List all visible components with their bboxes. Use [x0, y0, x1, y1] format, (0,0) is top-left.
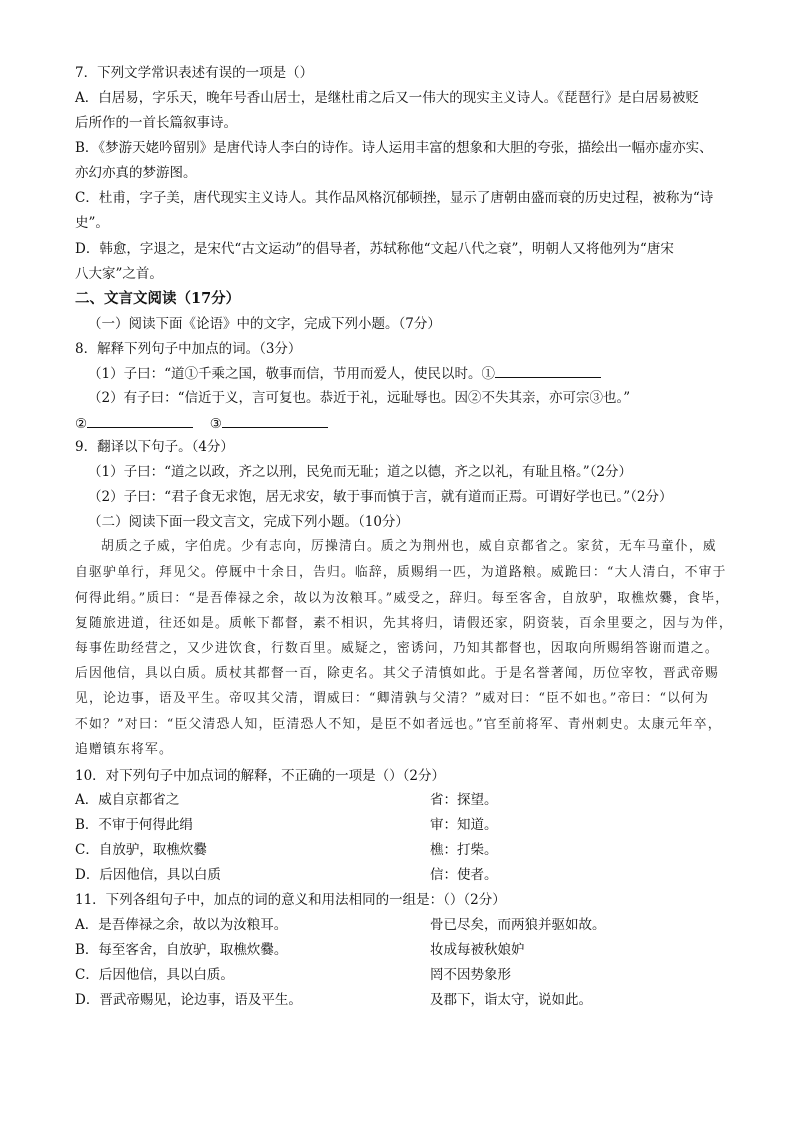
passage-line: 复随旅进道，往还如是。质帐下都督，素不相识，先其将归，请假还家，阴资装，百余里要之，因与为伴，	[75, 616, 733, 631]
q11-option-d-pair: 及郡下，诣太守，说如此。	[430, 992, 592, 1008]
q10-option-b-explanation: 审：知道。	[430, 817, 498, 833]
q10-option-b-sentence: B．不审于何得此绢	[75, 817, 193, 833]
q8-blanks-row	[75, 414, 734, 433]
answer-blank-3[interactable]	[222, 414, 328, 428]
q11-option-b	[75, 941, 734, 959]
answer-blank-1[interactable]	[495, 364, 601, 378]
q11-option-d	[75, 991, 734, 1009]
q11-option-b-pair: 妆成每被秋娘妒	[430, 942, 525, 958]
q8-item-1	[88, 364, 734, 383]
passage-line: 胡质之子威，字伯虎。少有志向，厉操清白。质之为荆州也，威自京都省之。家贫，无车马童仆，威	[101, 539, 717, 554]
q10-option-b	[75, 816, 734, 834]
q11-option-c-pair: 罔不因势象形	[430, 967, 511, 983]
passage-line: 不如？”对曰：“臣父清恐人知，臣清恐人不知，是臣不如者远也。”官至前将军、青州刺史。太康元年卒，	[75, 717, 722, 732]
q10-option-d-explanation: 信：使者。	[430, 867, 498, 883]
q8-item-1-text: （1）子曰：“道①千乘之国，敬事而信，节用而爱人，使民以时。①	[88, 366, 495, 382]
passage-line: 见，论边事，语及平生。帝叹其父清，谓威曰：“卿清孰与父清？”威对曰：“臣不如也。”帝曰：“以何为	[75, 691, 710, 706]
q7-option-c-line1: C．杜甫，字子美，唐代现实主义诗人。其作品风格沉郁顿挫，显示了唐朝由盛而衰的历史过程，被称为“诗	[75, 190, 714, 206]
answer-blank-2[interactable]	[87, 414, 193, 428]
q10-stem: 10．对下列句子中加点词的解释，不正确的一项是（）（2分）	[75, 768, 446, 784]
q9-stem: 9．翻译以下句子。（4分）	[75, 439, 234, 455]
q9-item-2: （2）子曰：“君子食无求饱，居无求安，敏于事而慎于言，就有道而正焉。可谓好学也已。”（2分）	[88, 489, 673, 505]
q11-option-d-sentence: D．晋武帝赐见，论边事，语及平生。	[75, 992, 302, 1008]
q10-option-a-sentence: A．威自京都省之	[75, 792, 180, 808]
blank-3-label: ③	[209, 416, 222, 432]
q11-stem: 11．下列各组句子中，加点的词的意义和用法相同的一组是：（）（2分）	[75, 892, 506, 908]
part-1-heading: （一）阅读下面《论语》中的文字，完成下列小题。（7分）	[88, 316, 441, 332]
q10-option-d	[75, 866, 734, 884]
section-2-title: 二、文言文阅读（17分）	[75, 290, 241, 307]
q11-option-b-sentence: B．每至客舍，自放驴，取樵炊爨。	[75, 942, 288, 958]
q11-option-a-sentence: A．是吾俸禄之余，故以为汝粮耳。	[75, 917, 288, 933]
q10-option-d-sentence: D．后因他信，具以白质	[75, 867, 221, 883]
q10-option-c	[75, 841, 734, 859]
passage-line: 何得此绢。”质曰：“是吾俸禄之余，故以为汝粮耳。”威受之，辞归。每至客舍，自放驴，取樵炊爨，食毕，	[75, 591, 730, 606]
q11-option-a	[75, 916, 734, 934]
passage-line: 后因他信，具以白质。质杖其都督一百，除吏名。其父子清慎如此。于是名誉著闻，历位宰牧，晋武帝赐	[75, 666, 719, 681]
q11-option-c	[75, 966, 734, 984]
q11-option-a-pair: 骨已尽矣，而两狼并驱如故。	[430, 917, 606, 933]
passage-line: 自驱驴单行，拜见父。停厩中十余日，告归。临辞，质赐绢一匹，为道路粮。威跪曰：“大人清白，不审于	[75, 565, 727, 580]
q7-option-c-line2: 史”。	[75, 215, 109, 231]
q11-option-c-sentence: C．后因他信，具以白质。	[75, 967, 234, 983]
q10-option-c-sentence: C．自放驴，取樵炊爨	[75, 842, 207, 858]
blank-2-label: ②	[75, 416, 88, 432]
q10-option-c-explanation: 樵：打柴。	[430, 842, 498, 858]
q7-option-b-line1: B．《梦游天姥吟留别》是唐代诗人李白的诗作。诗人运用丰富的想象和大胆的夸张，描绘出一幅亦虚亦实、	[75, 140, 713, 156]
q10-option-a	[75, 791, 734, 809]
passage-line: 每事佐助经营之，又少进饮食，行数百里。威疑之，密诱问，乃知其都督也，因取向所赐绢答谢而遣之。	[75, 641, 719, 656]
q7-option-b-line2: 亦幻亦真的梦游图。	[75, 165, 197, 181]
q7-option-d-line1: D．韩愈，字退之，是宋代“古文运动”的倡导者，苏轼称他“文起八代之衰”，明朝人又将他列为“唐宋	[75, 241, 674, 257]
q7-option-a-line2: 后所作的一首长篇叙事诗。	[75, 115, 237, 131]
q10-option-a-explanation: 省：探望。	[430, 792, 498, 808]
q8-stem: 8．解释下列句子中加点的词。（3分）	[75, 341, 302, 357]
passage-line: 追赠镇东将军。	[75, 742, 173, 757]
q8-item-2: （2）有子曰：“信近于义，言可复也。恭近于礼，远耻辱也。因②不失其亲，亦可宗③也。”	[88, 390, 631, 406]
q9-item-1: （1）子曰：“道之以政，齐之以刑，民免而无耻；道之以德，齐之以礼，有耻且格。”（2分）	[88, 464, 632, 480]
q7-option-a-line1: A．白居易，字乐天，晚年号香山居士，是继杜甫之后又一伟大的现实主义诗人。《琵琶行》是白居易被贬	[75, 90, 699, 106]
q7-stem: 7．下列文学常识表述有误的一项是（）	[75, 65, 314, 81]
part-2-heading: （二）阅读下面一段文言文，完成下列小题。（10分）	[88, 514, 409, 530]
q7-option-d-line2: 八大家”之首。	[75, 266, 163, 282]
